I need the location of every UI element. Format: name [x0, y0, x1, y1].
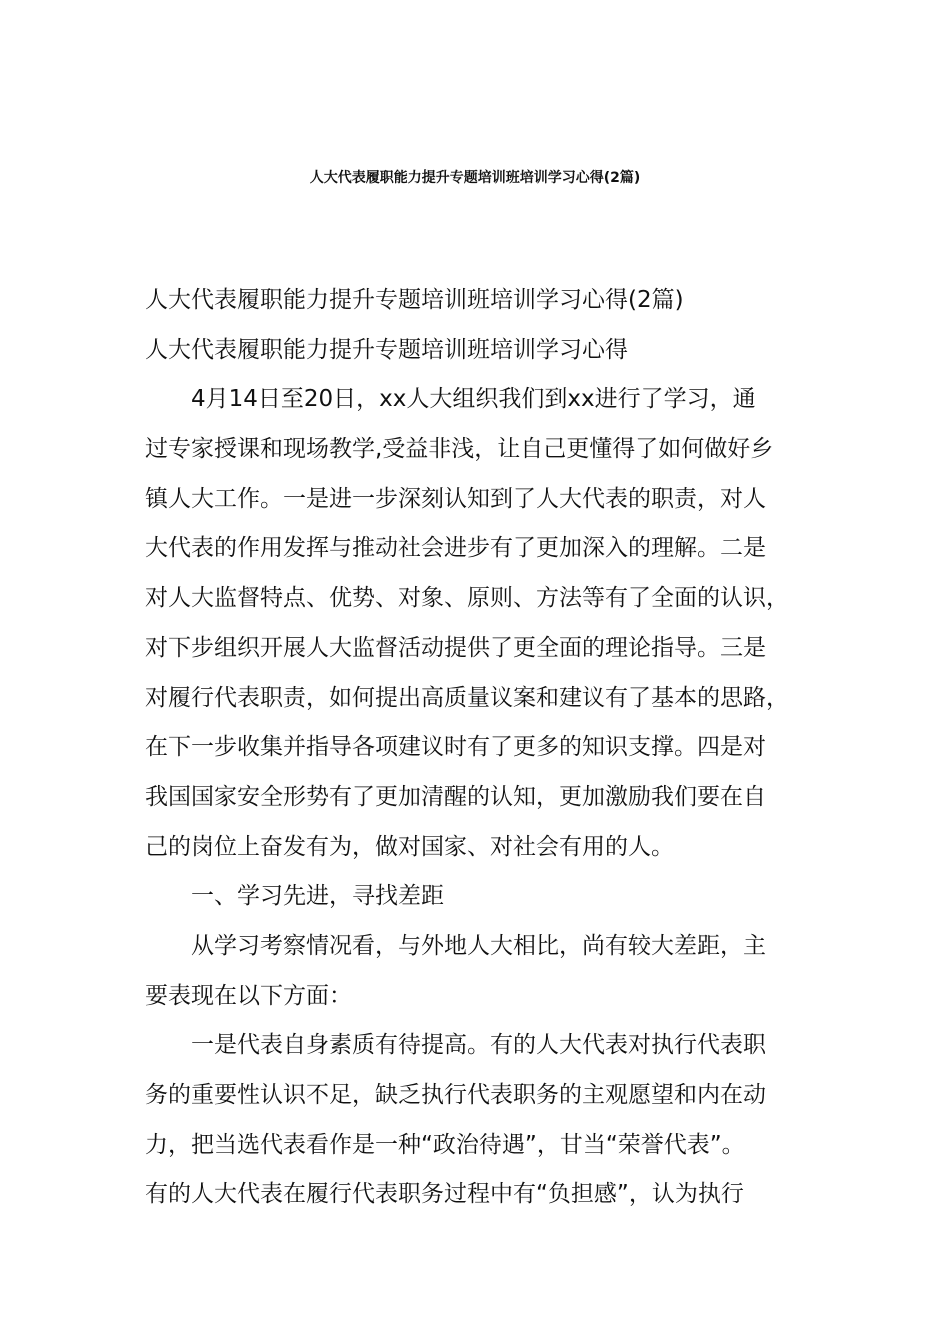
- text-line: 过专家授课和现场教学,受益非浅，让自己更懂得了如何做好乡: [145, 436, 774, 463]
- text-line: 镇人大工作。一是进一步深刻认知到了人大代表的职责，对人: [145, 485, 766, 512]
- text-line: 务的重要性认识不足，缺乏执行代表职务的主观愿望和内在动: [145, 1082, 766, 1108]
- text-line: 对人大监督特点、优势、对象、原则、方法等有了全面的认识，: [145, 585, 789, 612]
- text-line: 力，把当选代表看作是一种“政治待遇”，甘当“荣誉代表”。: [145, 1131, 745, 1158]
- text-line: 一、学习先进，寻找差距: [191, 883, 444, 910]
- text-line: 对下步组织开展人大监督活动提供了更全面的理论指导。三是: [145, 634, 766, 661]
- text-line: 人大代表履职能力提升专题培训班培训学习心得(2篇): [145, 287, 684, 313]
- text-line: 在下一步收集并指导各项建议时有了更多的知识支撑。四是对: [145, 734, 766, 761]
- text-line: 要表现在以下方面：: [145, 982, 352, 1009]
- text-line: 有的人大代表在履行代表职务过程中有“负担感”，认为执行: [145, 1181, 744, 1208]
- text-line: 己的岗位上奋发有为，做对国家、对社会有用的人。: [145, 833, 674, 860]
- text-line: 一是代表自身素质有待提高。有的人大代表对执行代表职: [191, 1032, 766, 1059]
- document-body: [145, 276, 813, 1220]
- text-line: 从学习考察情况看，与外地人大相比，尚有较大差距，主: [191, 932, 766, 959]
- text-line: 我国国家安全形势有了更加清醒的认知，更加激励我们要在自: [145, 783, 766, 810]
- text-line: 4月14日至20日，xx人大组织我们到xx进行了学习，通: [191, 386, 756, 413]
- text-line: 大代表的作用发挥与推动社会进步有了更加深入的理解。二是: [145, 535, 766, 562]
- document-title: 人大代表履职能力提升专题培训班培训学习心得(2篇): [309, 170, 641, 186]
- text-line: 人大代表履职能力提升专题培训班培训学习心得: [145, 336, 628, 363]
- text-line: 对履行代表职责，如何提出高质量议案和建议有了基本的思路，: [145, 684, 789, 711]
